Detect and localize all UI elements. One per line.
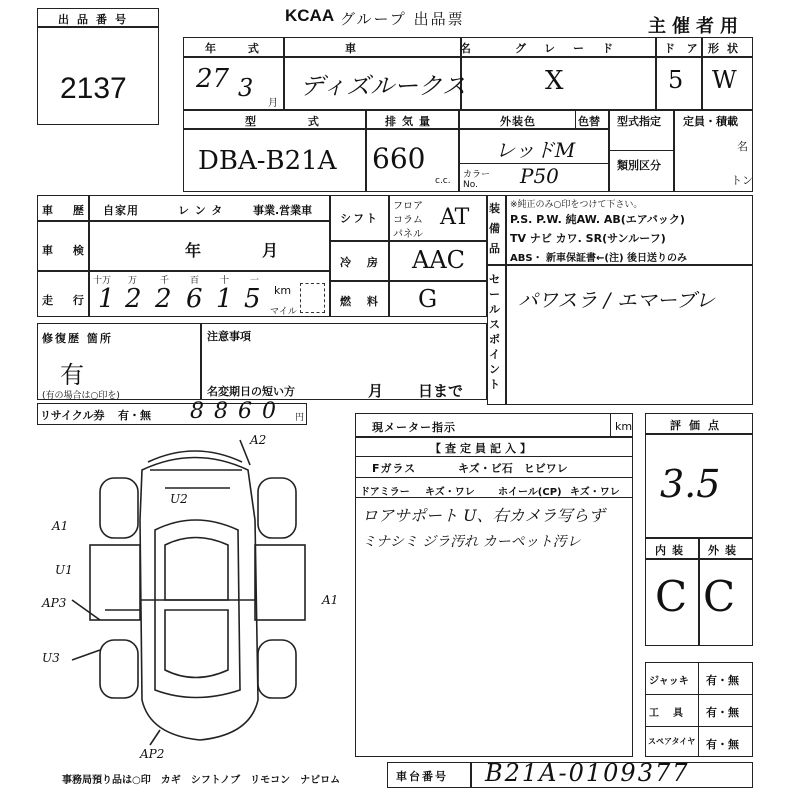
accessory-spare-label: スペアタイヤ	[648, 737, 696, 746]
meter-label: 現メーター指示	[372, 421, 456, 434]
km-label: km	[274, 284, 292, 297]
exterior-label: 外装	[708, 544, 742, 557]
inspector-label: 【査定員記入】	[430, 442, 535, 455]
history-business: 事業.営業車	[253, 204, 313, 217]
exterior-value: C	[703, 572, 736, 621]
shape-value: W	[712, 66, 737, 94]
mileage-digit-label-4: 十	[220, 276, 230, 286]
repair-value: 有	[60, 361, 84, 389]
org-logo: KCAA	[285, 6, 335, 25]
color-swap-label: 色替	[578, 115, 600, 128]
form-title: グループ 出品票	[340, 10, 465, 28]
interior-value: C	[655, 572, 688, 621]
mileage-digit-label-5: 一	[250, 276, 260, 286]
type-value: DBA-B21A	[198, 146, 337, 176]
recycle-label: リサイクル券	[40, 409, 105, 422]
mirror-options: キズ・ワレ	[425, 487, 475, 498]
month-unit: 月	[268, 98, 278, 109]
mileage-digit-label-2: 千	[160, 276, 170, 286]
door-value: 5	[668, 66, 684, 94]
repair-note: (有の場合は○印を)	[42, 391, 120, 401]
name-change-month: 月	[368, 382, 384, 400]
model-label: 車 名	[345, 42, 521, 55]
shift-floor: フロア	[393, 201, 423, 212]
wheel-options: キズ・ワレ	[570, 487, 620, 498]
history-private: 自家用	[103, 204, 139, 217]
accessory-jack-label: ジャッキ	[649, 676, 689, 687]
inspection-note-line1: ロアサポート U、右カメラ写らず	[362, 506, 605, 525]
accessory-jack-options: 有・無	[706, 674, 739, 687]
accessory-tool-options: 有・無	[706, 706, 739, 719]
equipment-line1: P.S. P.W. 純AW. AB(エアバック)	[510, 213, 685, 226]
mileage-digit-1: 2	[125, 284, 142, 314]
displacement-unit: c.c.	[435, 176, 451, 186]
mileage-digit-label-0: 十万	[93, 276, 112, 286]
year-value: 27	[196, 64, 230, 94]
color-label: 外装色	[500, 115, 536, 128]
capacity-unit-persons: 名	[737, 140, 748, 153]
inspection-year-unit: 年	[185, 241, 202, 260]
displacement-label: 排気量	[385, 115, 436, 128]
meter-unit: km	[615, 420, 633, 433]
capacity-unit-tons: トン	[731, 174, 753, 187]
diagram-mark-ap2: AP2	[140, 747, 165, 761]
fuel-value: G	[418, 285, 438, 313]
color-no-label: カラーNo.	[463, 170, 491, 190]
shape-label: 形状	[708, 42, 746, 55]
diagram-mark-ap3: AP3	[42, 596, 67, 610]
shift-label: シフト	[340, 212, 379, 225]
chassis-label: 車台番号	[396, 770, 448, 783]
mileage-digit-3: 6	[186, 284, 203, 314]
accessory-tool-label: 工具	[649, 708, 697, 719]
diagram-mark-a1: A1	[52, 519, 69, 533]
history-rental: レンタ	[178, 204, 229, 217]
history-label: 車 歴	[42, 204, 92, 217]
ac-label: 冷 房	[340, 256, 384, 269]
interior-label: 内装	[655, 544, 689, 557]
lot-number-value: 2137	[60, 72, 127, 105]
mileage-label: 走 行	[42, 294, 92, 307]
diagram-mark-u1: U1	[55, 563, 73, 577]
grade-label: グレード	[515, 42, 631, 55]
sales-point-value: パワスラ / エマーブレ	[518, 288, 716, 312]
office-note: 事務局預り品は○印 カギ シフトノブ リモコン ナビロム	[62, 775, 341, 786]
inspection-month-unit: 月	[262, 241, 279, 260]
accessory-spare-options: 有・無	[706, 738, 739, 751]
lot-number-label: 出品番号	[58, 13, 134, 26]
model-value: ディズルークス	[300, 72, 466, 100]
diagram-mark-u2: U2	[170, 492, 188, 506]
fglass-options: キズ・ビ石 ヒビワレ	[458, 462, 568, 475]
diagram-mark-u3: U3	[42, 651, 60, 665]
ac-value: AAC	[412, 246, 466, 274]
equipment-line2: TV ナビ カワ. SR(サンルーフ)	[510, 232, 666, 245]
mileage-digit-0: 1	[98, 284, 115, 314]
grade-value: X	[545, 66, 564, 96]
fglass-label: Fガラス	[372, 462, 417, 475]
class-label: 類別区分	[617, 159, 661, 172]
equipment-note: ※純正のみ○印をつけて下さい。	[510, 200, 643, 210]
mileage-digit-label-3: 百	[190, 276, 200, 286]
diagram-mark-a2: A2	[250, 433, 267, 447]
shift-column: コラム	[393, 215, 423, 226]
year-label: 年 式	[205, 42, 273, 55]
inspection-label: 車 検	[42, 244, 92, 257]
sales-point-label: セールスポイント	[489, 273, 500, 391]
color-no-value: P50	[520, 164, 559, 188]
recycle-value: 8860	[190, 399, 286, 424]
mileage-digit-4: 1	[216, 284, 233, 314]
mirror-label: ドアミラー	[360, 487, 410, 498]
displacement-value: 660	[372, 142, 426, 175]
recycle-options: 有・無	[118, 409, 151, 422]
notes-label: 注意事項	[207, 330, 251, 343]
type-label: 型 式	[245, 115, 343, 128]
equipment-line3: ABS・ 新車保証書←(注) 後日送りのみ	[510, 253, 688, 264]
rating-label: 評価点	[670, 419, 727, 432]
shift-value: AT	[440, 205, 470, 230]
capacity-label: 定員・積載	[683, 115, 738, 128]
inspection-note-line2: ミナシミ ジラ汚れ カーペット汚レ	[362, 534, 581, 550]
sponsor-label: 主催者用	[648, 16, 744, 37]
mileage-digit-5: 5	[244, 284, 261, 314]
wheel-label: ホイール(CP)	[498, 487, 562, 498]
door-label: ドア	[664, 42, 710, 55]
diagram-mark-a1-right: A1	[322, 593, 339, 607]
rating-value: 3.5	[660, 462, 721, 506]
month-value: 3	[238, 74, 254, 102]
mileage-digit-2: 2	[155, 284, 172, 314]
mileage-digit-label-1: 万	[128, 276, 138, 286]
chassis-value: B21A-0109377	[485, 759, 690, 787]
equipment-label: 装備品	[489, 202, 500, 255]
fuel-label: 燃 料	[340, 295, 384, 308]
repair-label: 修復歴 箇所	[42, 332, 113, 345]
shift-panel: パネル	[393, 229, 423, 240]
type-spec-label: 型式指定	[617, 115, 661, 128]
mile-label: マイル	[270, 307, 297, 317]
color-value: レッドM	[495, 138, 576, 162]
recycle-unit: 円	[295, 413, 305, 423]
name-change-label: 名変期日の短い方	[207, 385, 295, 398]
name-change-day: 日まで	[418, 382, 464, 400]
